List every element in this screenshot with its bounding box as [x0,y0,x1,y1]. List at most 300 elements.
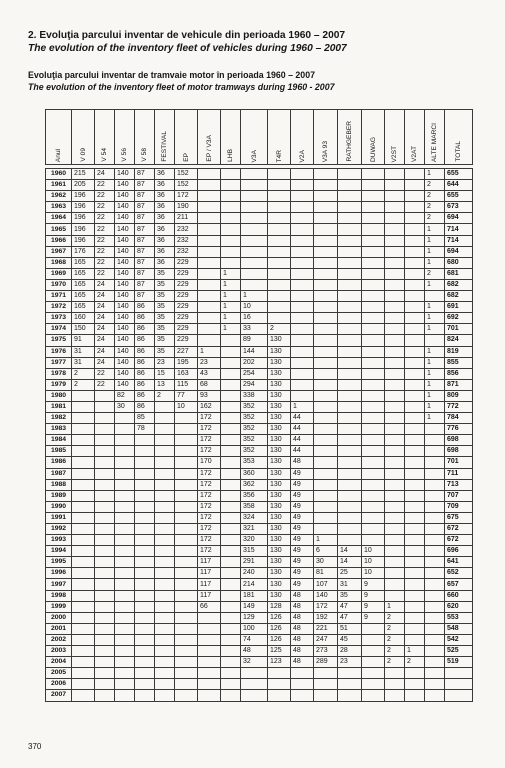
table-cell [291,346,314,357]
table-cell: 321 [241,524,268,535]
table-cell [405,512,425,523]
table-cell: 205 [72,180,95,191]
table-cell [95,612,115,623]
table-cell: 43 [198,368,221,379]
table-cell [338,257,362,268]
table-cell: 87 [135,279,155,290]
table-cell: 140 [115,191,135,202]
table-cell [291,302,314,313]
table-cell: 130 [268,335,291,346]
table-cell [314,490,338,501]
table-cell [175,457,198,468]
table-cell [291,291,314,302]
year-cell: 1982 [46,413,72,424]
table-cell [405,180,425,191]
total-cell [445,679,473,690]
table-cell [362,368,385,379]
table-cell: 214 [241,579,268,590]
table-cell [362,213,385,224]
table-cell: 240 [241,568,268,579]
table-cell: 144 [241,346,268,357]
table-cell: 30 [115,401,135,412]
table-cell [385,224,405,235]
table-cell [95,446,115,457]
total-cell [445,668,473,679]
table-cell [268,690,291,701]
table-cell [95,623,115,634]
table-cell: 49 [291,568,314,579]
table-cell: 44 [291,446,314,457]
table-cell [268,191,291,202]
table-cell: 1 [425,346,445,357]
table-cell [95,490,115,501]
table-cell: 247 [314,634,338,645]
table-row [46,268,473,279]
table-cell: 2 [268,324,291,335]
table-cell [385,313,405,324]
table-cell: 86 [135,335,155,346]
table-cell [95,390,115,401]
table-cell: 181 [241,590,268,601]
table-cell [425,634,445,645]
table-cell [385,579,405,590]
table-cell: 140 [115,169,135,180]
table-cell [362,335,385,346]
table-cell: 130 [268,435,291,446]
table-cell [198,268,221,279]
table-cell [291,191,314,202]
table-cell [95,524,115,535]
table-cell [95,546,115,557]
table-cell [314,180,338,191]
table-cell: 10 [175,401,198,412]
table-cell [115,668,135,679]
table-cell [385,335,405,346]
table-cell [362,490,385,501]
table-row [46,601,473,612]
table-cell [362,457,385,468]
table-cell [221,235,241,246]
column-header [314,110,338,165]
table-cell [291,357,314,368]
table-cell [425,535,445,546]
table-cell: 10 [362,568,385,579]
table-cell [362,690,385,701]
table-cell: 36 [155,257,175,268]
table-cell [72,457,95,468]
year-cell: 1961 [46,180,72,191]
table-cell [72,546,95,557]
table-cell: 152 [175,180,198,191]
table-cell [338,368,362,379]
table-cell [221,357,241,368]
table-cell [291,224,314,235]
table-cell [385,446,405,457]
table-cell: 36 [155,202,175,213]
table-cell [241,235,268,246]
total-cell: 652 [445,568,473,579]
table-cell: 91 [72,335,95,346]
total-cell: 682 [445,279,473,290]
table-cell [155,535,175,546]
table-cell: 196 [72,213,95,224]
table-cell [155,679,175,690]
table-cell: 48 [291,601,314,612]
column-header-label: LHB [227,149,234,162]
table-cell: 22 [95,213,115,224]
table-cell [405,568,425,579]
table-cell [221,246,241,257]
table-cell [95,535,115,546]
table-cell: 16 [241,313,268,324]
table-cell [115,546,135,557]
table-cell [241,268,268,279]
table-cell [115,646,135,657]
table-cell: 130 [268,490,291,501]
table-cell: 152 [175,169,198,180]
table-cell: 36 [155,235,175,246]
table-cell [221,424,241,435]
table-cell [362,501,385,512]
table-cell: 82 [115,390,135,401]
table-cell: 2 [72,379,95,390]
table-cell [72,512,95,523]
table-cell: 36 [155,191,175,202]
table-cell: 36 [155,169,175,180]
table-cell: 36 [155,224,175,235]
table-cell [221,501,241,512]
table-row [46,357,473,368]
table-cell [314,413,338,424]
table-cell [115,568,135,579]
table-cell [385,191,405,202]
table-cell [155,546,175,557]
table-cell [72,690,95,701]
table-cell: 352 [241,413,268,424]
table-cell: 192 [314,612,338,623]
table-cell [425,435,445,446]
table-cell [425,490,445,501]
table-cell [425,668,445,679]
table-cell [198,657,221,668]
table-cell [198,612,221,623]
table-cell [155,590,175,601]
table-cell: 24 [95,313,115,324]
table-cell: 87 [135,224,155,235]
table-cell: 1 [425,357,445,368]
table-cell [155,413,175,424]
table-cell [338,468,362,479]
table-cell: 196 [72,202,95,213]
table-cell [135,457,155,468]
table-cell [314,390,338,401]
table-cell [175,657,198,668]
table-cell: 24 [95,357,115,368]
table-row [46,634,473,645]
table-cell: 22 [95,368,115,379]
table-cell [405,213,425,224]
table-cell [135,657,155,668]
year-cell: 1964 [46,213,72,224]
table-cell [338,268,362,279]
table-cell [385,690,405,701]
table-cell: 140 [115,268,135,279]
table-cell [291,379,314,390]
table-cell: 77 [175,390,198,401]
table-cell [268,213,291,224]
table-row [46,335,473,346]
table-cell: 160 [72,313,95,324]
table-cell: 107 [314,579,338,590]
table-cell: 1 [241,291,268,302]
table-cell [198,324,221,335]
table-row [46,246,473,257]
table-cell [221,413,241,424]
column-header [198,110,221,165]
table-cell [338,191,362,202]
table-cell: 165 [72,268,95,279]
table-cell: 232 [175,246,198,257]
table-cell [405,435,425,446]
table-cell [72,413,95,424]
table-row [46,479,473,490]
table-cell [314,379,338,390]
table-cell: 1 [425,368,445,379]
table-cell: 49 [291,535,314,546]
table-cell [362,246,385,257]
table-cell: 1 [425,390,445,401]
table-cell [175,634,198,645]
table-cell: 51 [338,623,362,634]
table-cell [72,668,95,679]
table-cell [115,490,135,501]
table-cell [135,546,155,557]
table-cell: 44 [291,435,314,446]
table-cell [115,468,135,479]
year-cell: 1980 [46,390,72,401]
column-header-label: TOTAL [455,141,462,162]
table-row [46,546,473,557]
table-cell: 22 [95,268,115,279]
table-cell [221,213,241,224]
table-cell [95,634,115,645]
table-cell [314,524,338,535]
table-cell [115,657,135,668]
table-cell [385,590,405,601]
table-cell [175,601,198,612]
table-cell [314,224,338,235]
table-cell [338,490,362,501]
table-cell [155,568,175,579]
year-cell: 1984 [46,435,72,446]
table-cell [221,657,241,668]
table-cell [425,690,445,701]
column-header [95,110,115,165]
table-cell [155,512,175,523]
table-cell [72,657,95,668]
table-cell [221,224,241,235]
table-cell: 324 [241,512,268,523]
table-cell: 9 [362,579,385,590]
table-cell: 195 [175,357,198,368]
table-cell: 232 [175,224,198,235]
year-cell: 1985 [46,446,72,457]
table-row [46,235,473,246]
table-row [46,535,473,546]
table-cell: 232 [175,235,198,246]
table-cell [198,279,221,290]
table-cell: 35 [155,335,175,346]
total-cell: 673 [445,202,473,213]
table-cell [175,679,198,690]
table-cell: 165 [72,279,95,290]
total-cell: 696 [445,546,473,557]
table-cell: 130 [268,390,291,401]
table-cell: 128 [268,601,291,612]
table-cell [221,557,241,568]
table-cell [155,468,175,479]
table-cell [95,413,115,424]
table-cell: 353 [241,457,268,468]
table-cell: 10 [241,302,268,313]
table-cell [175,668,198,679]
table-cell: 196 [72,191,95,202]
table-cell [314,257,338,268]
table-cell: 140 [115,313,135,324]
table-cell: 68 [198,379,221,390]
table-cell: 48 [291,634,314,645]
table-cell [221,401,241,412]
column-header [115,110,135,165]
table-cell [155,612,175,623]
column-header [135,110,155,165]
table-cell: 2 [385,657,405,668]
table-cell [362,235,385,246]
table-cell: 126 [268,612,291,623]
table-cell: 140 [115,246,135,257]
table-cell [155,668,175,679]
table-cell [221,180,241,191]
table-cell [175,424,198,435]
table-cell [362,679,385,690]
table-row [46,490,473,501]
total-cell: 698 [445,446,473,457]
table-cell: 289 [314,657,338,668]
total-cell: 655 [445,191,473,202]
table-cell: 35 [338,590,362,601]
column-header [46,110,72,165]
table-cell [405,424,425,435]
table-cell [155,479,175,490]
table-row [46,390,473,401]
table-cell [95,424,115,435]
table-cell: 130 [268,413,291,424]
table-cell: 86 [135,346,155,357]
table-cell [338,413,362,424]
table-cell: 2 [425,213,445,224]
table-cell: 86 [135,401,155,412]
table-cell: 172 [175,191,198,202]
table-cell: 130 [268,546,291,557]
table-cell [314,313,338,324]
table-cell [314,501,338,512]
table-cell [291,390,314,401]
table-cell [135,524,155,535]
table-cell [198,213,221,224]
table-cell: 130 [268,346,291,357]
table-cell [175,490,198,501]
table-cell: 22 [95,235,115,246]
table-cell [241,191,268,202]
column-header-label: T4R [275,149,283,162]
column-header-label: V 58 [141,148,148,162]
table-row [46,590,473,601]
table-cell [385,324,405,335]
table-cell [291,213,314,224]
table-cell [425,601,445,612]
year-cell: 2003 [46,646,72,657]
table-cell [425,457,445,468]
table-cell: 48 [291,457,314,468]
table-cell [405,390,425,401]
table-cell: 362 [241,479,268,490]
table-row [46,213,473,224]
table-cell: 15 [155,368,175,379]
table-cell [338,457,362,468]
table-cell: 22 [95,180,115,191]
table-cell: 100 [241,623,268,634]
total-cell: 692 [445,313,473,324]
table-cell [338,180,362,191]
table-cell: 25 [338,568,362,579]
table-row [46,512,473,523]
table-cell: 338 [241,390,268,401]
table-cell [385,557,405,568]
table-cell [405,379,425,390]
table-cell: 85 [135,413,155,424]
table-cell [314,401,338,412]
table-cell [405,313,425,324]
table-cell [385,169,405,180]
table-cell: 1 [385,601,405,612]
table-cell [291,324,314,335]
column-header-label: EP / V3A [205,135,213,162]
table-cell: 31 [72,357,95,368]
table-cell [72,446,95,457]
table-cell: 202 [241,357,268,368]
table-cell [362,524,385,535]
table-row [46,302,473,313]
table-cell: 22 [95,191,115,202]
table-cell: 229 [175,324,198,335]
table-cell [95,568,115,579]
table-cell: 86 [135,379,155,390]
table-cell [241,224,268,235]
table-cell: 47 [338,612,362,623]
table-cell [314,346,338,357]
table-cell [362,646,385,657]
table-cell [175,501,198,512]
table-cell [314,679,338,690]
table-cell: 48 [291,623,314,634]
table-cell [405,291,425,302]
table-cell [405,623,425,634]
table-cell [385,279,405,290]
total-cell: 542 [445,634,473,645]
table-cell [405,302,425,313]
table-cell [291,279,314,290]
table-cell [338,512,362,523]
